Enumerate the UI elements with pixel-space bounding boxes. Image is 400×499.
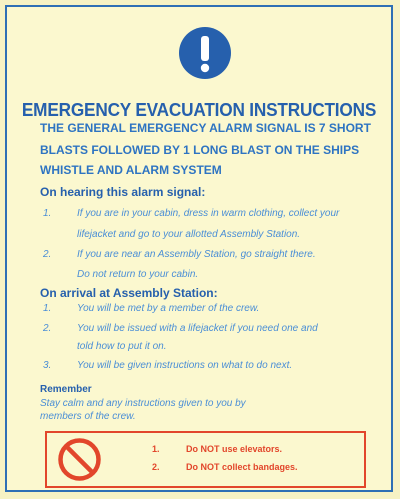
list-item-number: 1. <box>43 208 52 219</box>
warning-number: 1. <box>152 444 160 454</box>
remember-text: members of the crew. <box>40 411 136 422</box>
warning-text: Do NOT use elevators. <box>186 444 283 454</box>
warning-text: Do NOT collect bandages. <box>186 462 298 472</box>
section-heading-arrival: On arrival at Assembly Station: <box>40 286 218 300</box>
list-item-number: 1. <box>43 303 52 314</box>
alarm-signal-line-2: BLASTS FOLLOWED BY 1 LONG BLAST ON THE SHIPS <box>40 143 360 157</box>
warning-number: 2. <box>152 462 160 472</box>
list-item-text: If you are in your cabin, dress in warm clothing, collect your <box>77 208 340 219</box>
exclamation-mandatory-icon <box>178 26 232 80</box>
list-item-text: You will be given instructions on what to do next. <box>77 360 293 371</box>
page-title: EMERGENCY EVACUATION INSTRUCTIONS <box>21 99 377 120</box>
list-item-text: lifejacket and go to your allotted Assembly Station. <box>77 229 301 240</box>
alarm-signal-line-3: WHISTLE AND ALARM SYSTEM <box>40 163 222 177</box>
list-item-number: 3. <box>43 360 52 371</box>
list-item-text: You will be issued with a lifejacket if you need one and <box>77 323 318 334</box>
list-item-text: You will be met by a member of the crew. <box>77 303 260 314</box>
list-item-text: If you are near an Assembly Station, go straight there. <box>77 249 316 260</box>
list-item-text: told how to put it on. <box>77 341 167 352</box>
remember-text: Stay calm and any instructions given to you by <box>40 398 246 409</box>
list-item-number: 2. <box>43 323 52 334</box>
remember-heading: Remember <box>40 384 92 395</box>
prohibition-icon <box>57 437 102 482</box>
list-item-text: Do not return to your cabin. <box>77 269 199 280</box>
list-item-number: 2. <box>43 249 52 260</box>
alarm-signal-line-1: THE GENERAL EMERGENCY ALARM SIGNAL IS 7 SHORT <box>40 121 371 135</box>
prohibition-warning-box <box>45 431 366 488</box>
section-heading-hearing: On hearing this alarm signal: <box>40 185 206 199</box>
evacuation-sign <box>5 5 393 492</box>
